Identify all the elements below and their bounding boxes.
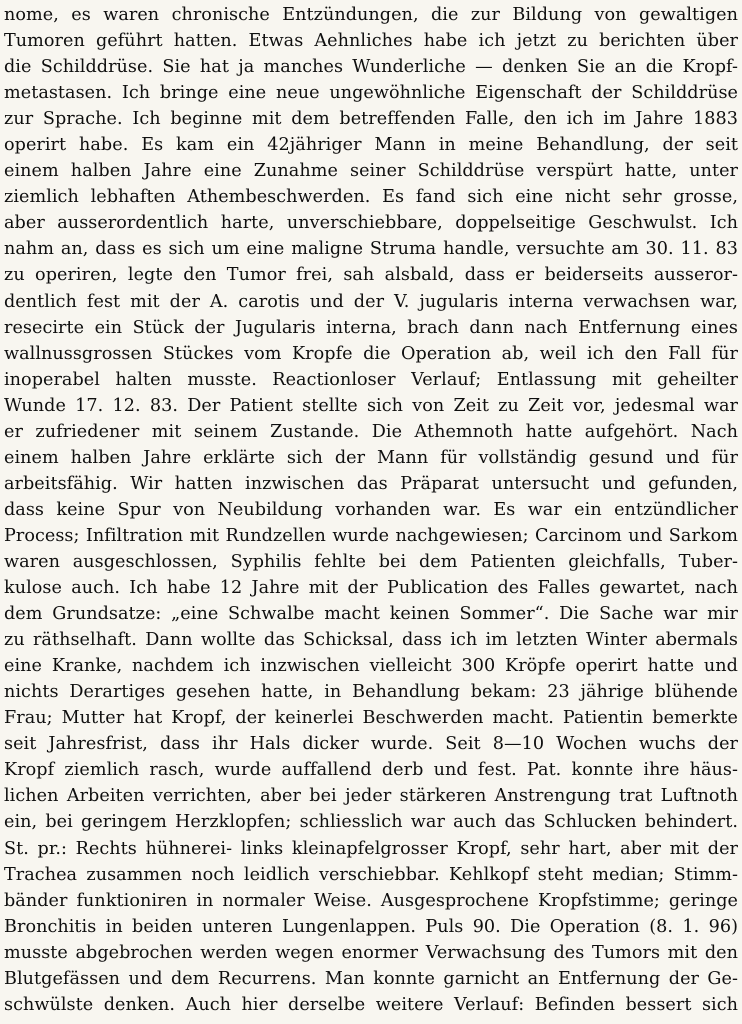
text-line: ziemlich lebhaften Athembeschwerden. Es fand sich eine nicht sehr grosse,: [4, 187, 738, 208]
text-line: einem halben Jahre eine Zunahme seiner Schilddrüse verspürt hatte, unter: [4, 161, 738, 182]
text-line: Frau; Mutter hat Kropf, der keinerlei Beschwerden macht. Patientin bemerkte: [4, 708, 738, 729]
text-line: Blutgefässen und dem Recurrens. Man konnte garnicht an Entfernung der Ge-: [4, 968, 738, 989]
text-line: nome, es waren chronische Entzündungen, die zur Bildung von gewaltigen: [4, 5, 738, 25]
text-line: aber ausserordentlich harte, unverschiebbare, doppelseitige Geschwulst. Ich: [4, 213, 738, 234]
text-line: musste abgebrochen werden wegen enormer Verwachsung des Tumors mit den: [4, 942, 738, 963]
text-line: metastasen. Ich bringe eine neue ungewöhnliche Eigenschaft der Schilddrüse: [4, 83, 738, 104]
text-line: ein, bei geringem Herzklopfen; schliesslich war auch das Schlucken behindert.: [4, 812, 738, 833]
text-line: dem Grundsatze: „eine Schwalbe macht keinen Sommer“. Die Sache war mir: [4, 604, 738, 625]
text-line: operirt habe. Es kam ein 42jähriger Mann in meine Behandlung, der seit: [4, 135, 738, 156]
text-line: nahm an, dass es sich um eine maligne Struma handle, versuchte am 30. 11. 83: [4, 239, 738, 260]
text-line: einem halben Jahre erklärte sich der Mann für vollständig gesund und für: [4, 447, 738, 468]
text-line: die Schilddrüse. Sie hat ja manches Wunderliche — denken Sie an die Kropf-: [4, 57, 738, 78]
text-line: bänder funktioniren in normaler Weise. Ausgesprochene Kropfstimme; geringe: [4, 890, 738, 911]
text-line: er zufriedener mit seinem Zustande. Die Athemnoth hatte aufgehört. Nach: [4, 421, 738, 442]
text-line: Kropf ziemlich rasch, wurde auffallend derb und fest. Pat. konnte ihre häus-: [4, 760, 738, 781]
text-line: nichts Derartiges gesehen hatte, in Behandlung bekam: 23 jährige blühende: [4, 682, 738, 703]
text-line: zu räthselhaft. Dann wollte das Schicksal, dass ich im letzten Winter abermals: [4, 630, 738, 651]
text-line: Wunde 17. 12. 83. Der Patient stellte sich von Zeit zu Zeit vor, jedesmal war: [4, 395, 738, 416]
text-line: arbeitsfähig. Wir hatten inzwischen das Präparat untersucht und gefunden,: [4, 473, 738, 494]
text-line: wallnussgrossen Stückes vom Kropfe die Operation ab, weil ich den Fall für: [4, 343, 738, 364]
text-line: Process; Infiltration mit Rundzellen wurde nachgewiesen; Carcinom und Sarkom: [4, 525, 738, 546]
text-line: Bronchitis in beiden unteren Lungenlappen. Puls 90. Die Operation (8. 1. 96): [4, 916, 738, 937]
text-line: inoperabel halten musste. Reactionloser Verlauf; Entlassung mit geheilter: [4, 369, 738, 390]
text-line: kulose auch. Ich habe 12 Jahre mit der Publication des Falles gewartet, nach: [4, 578, 738, 599]
text-line: dentlich fest mit der A. carotis und der V. jugularis interna verwachsen war,: [4, 291, 738, 312]
text-line: St. pr.: Rechts hühnerei- links kleinapfelgrosser Kropf, sehr hart, aber mit der: [4, 838, 738, 859]
text-line: Tumoren geführt hatten. Etwas Aehnliches habe ich jetzt zu berichten über: [4, 31, 738, 52]
text-line: dass keine Spur von Neubildung vorhanden war. Es war ein entzündlicher: [4, 499, 738, 520]
text-line: schwülste denken. Auch hier derselbe weitere Verlauf: Befinden bessert sich: [4, 994, 738, 1015]
text-line: seit Jahresfrist, dass ihr Hals dicker wurde. Seit 8—10 Wochen wuchs der: [4, 734, 738, 755]
text-line: eine Kranke, nachdem ich inzwischen vielleicht 300 Kröpfe operirt hatte und: [4, 656, 738, 677]
text-line: zu operiren, legte den Tumor frei, sah alsbald, dass er beiderseits ausseror-: [4, 265, 738, 286]
text-line: Trachea zusammen noch leidlich verschiebbar. Kehlkopf steht median; Stimm-: [4, 864, 738, 885]
body-text: [4, 2, 738, 1018]
text-line: zur Sprache. Ich beginne mit dem betreffenden Falle, den ich im Jahre 1883: [4, 109, 738, 130]
text-line: lichen Arbeiten verrichten, aber bei jeder stärkeren Anstrengung trat Luftnoth: [4, 786, 738, 807]
text-line: resecirte ein Stück der Jugularis interna, brach dann nach Entfernung eines: [4, 317, 738, 338]
text-line: waren ausgeschlossen, Syphilis fehlte bei dem Patienten gleichfalls, Tuber-: [4, 551, 738, 572]
